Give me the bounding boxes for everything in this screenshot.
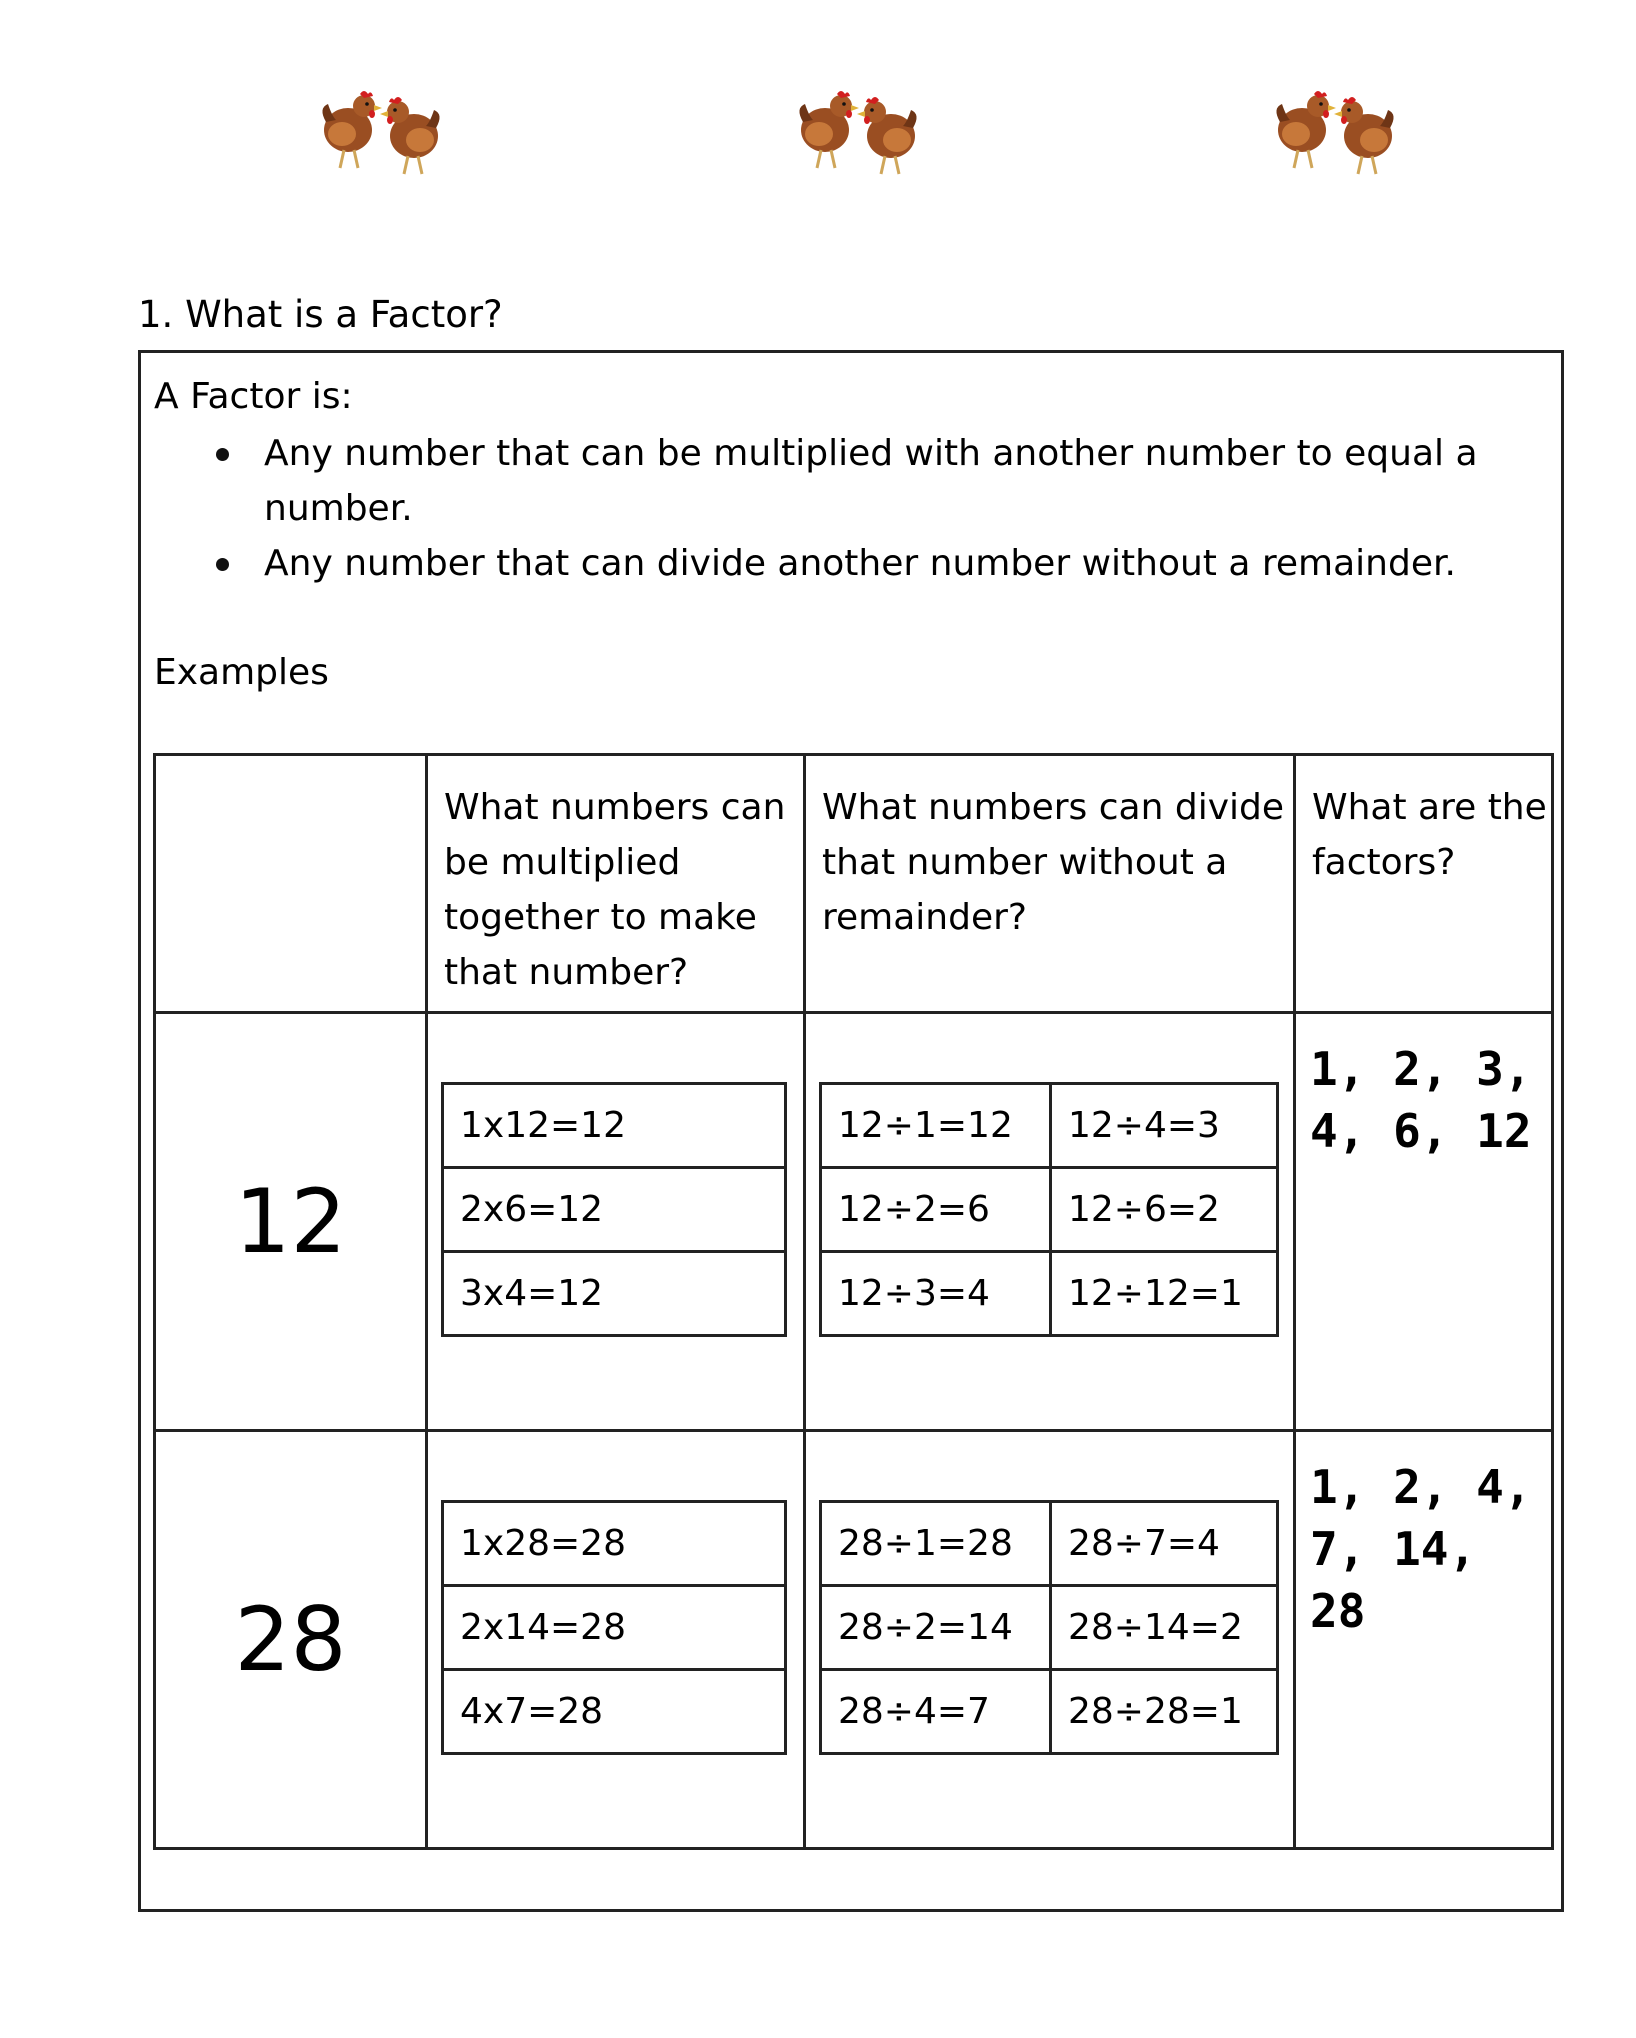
factors-answer: 1, 2, 3, 4, 6, 12: [1295, 1013, 1553, 1431]
product-item: 1x12=12: [443, 1084, 786, 1168]
division-item: 28÷1=28: [821, 1502, 1051, 1586]
division-item: 12÷6=2: [1051, 1168, 1278, 1252]
definition-bullet: Any number that can divide another number without a remainder.: [200, 536, 1500, 591]
product-item: 2x14=28: [443, 1586, 786, 1670]
products-table: [441, 1500, 787, 1755]
division-item: 12÷3=4: [821, 1252, 1051, 1336]
definition-bullet: Any number that can be multiplied with another number to equal a number.: [200, 426, 1500, 536]
division-item: 12÷2=6: [821, 1168, 1051, 1252]
hen-pair-icon: [1270, 74, 1398, 182]
column-header: What are the factors?: [1295, 755, 1553, 1013]
bullet-icon: [216, 448, 229, 461]
definition-heading: A Factor is:: [154, 376, 353, 417]
table-row: [155, 1013, 1553, 1431]
division-item: 12÷12=1: [1051, 1252, 1278, 1336]
factors-answer: 1, 2, 4, 7, 14, 28: [1295, 1431, 1553, 1849]
bullet-icon: [216, 558, 229, 571]
product-item: 1x28=28: [443, 1502, 786, 1586]
example-number: 28: [155, 1431, 427, 1849]
division-item: 28÷4=7: [821, 1670, 1051, 1754]
divisions-cell: [805, 1431, 1295, 1849]
product-item: 2x6=12: [443, 1168, 786, 1252]
division-item: 12÷4=3: [1051, 1084, 1278, 1168]
division-item: 28÷7=4: [1051, 1502, 1278, 1586]
examples-table: [153, 753, 1554, 1850]
division-item: 28÷2=14: [821, 1586, 1051, 1670]
division-item: 28÷14=2: [1051, 1586, 1278, 1670]
divisions-table: [819, 1082, 1279, 1337]
products-table: [441, 1082, 787, 1337]
table-row: [155, 1431, 1553, 1849]
products-cell: [427, 1013, 805, 1431]
products-cell: [427, 1431, 805, 1849]
product-item: 4x7=28: [443, 1670, 786, 1754]
division-item: 28÷28=1: [1051, 1670, 1278, 1754]
divisions-cell: [805, 1013, 1295, 1431]
table-header-row: [155, 755, 1553, 1013]
hen-pair-icon: [793, 74, 921, 182]
division-item: 12÷1=12: [821, 1084, 1051, 1168]
question-title: 1. What is a Factor?: [138, 293, 503, 336]
column-header: What numbers can be multiplied together to make that number?: [427, 755, 805, 1013]
examples-heading: Examples: [154, 652, 329, 693]
definition-list: [200, 426, 1500, 591]
column-header: [155, 755, 427, 1013]
column-header: What numbers can divide that number without a remainder?: [805, 755, 1295, 1013]
hen-pair-icon: [316, 74, 444, 182]
divisions-table: [819, 1500, 1279, 1755]
product-item: 3x4=12: [443, 1252, 786, 1336]
example-number: 12: [155, 1013, 427, 1431]
